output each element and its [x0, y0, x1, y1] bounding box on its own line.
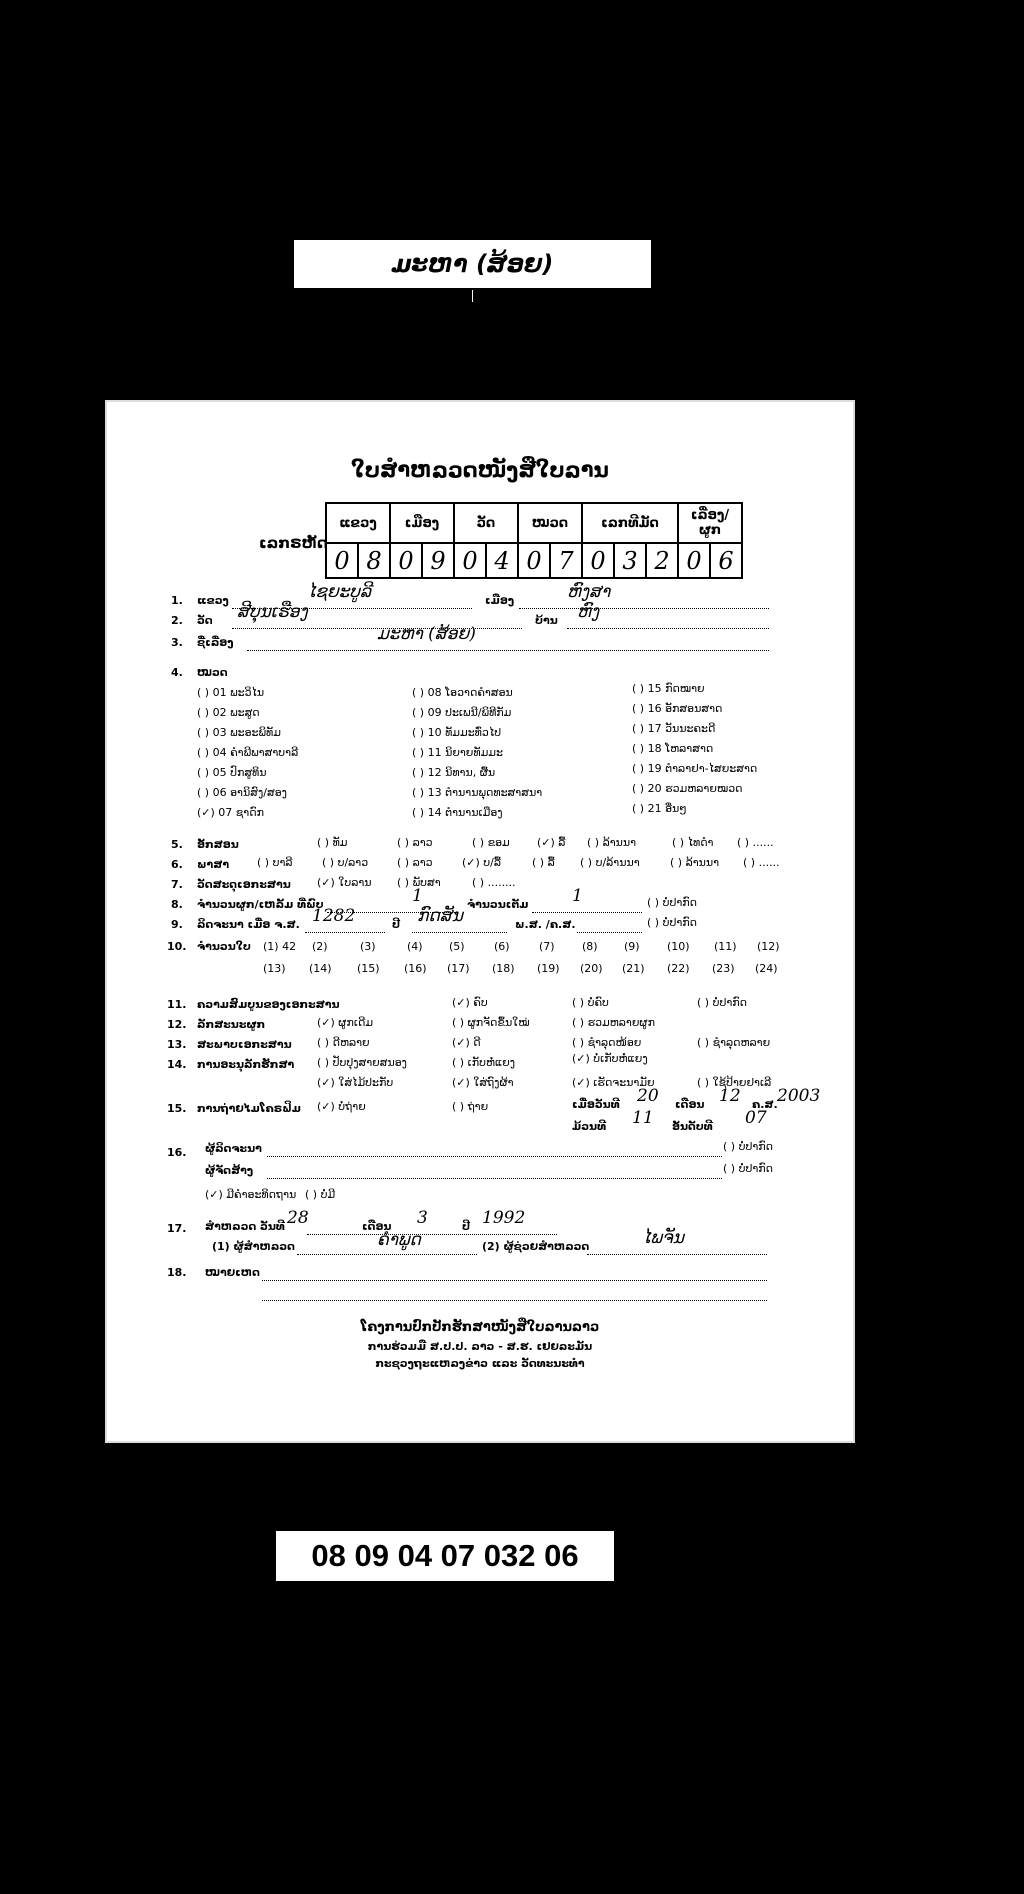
prayer-option[interactable]: ( ) ບໍ່ມີ — [305, 1188, 336, 1201]
assistant-label: (2) ຜູ້ຊ່ວຍສໍາຫລວດ — [482, 1240, 590, 1253]
condition-option[interactable]: ( ) ຊໍາລຸດຫລາຍ — [697, 1036, 771, 1049]
title-label: ຊື່ເລື່ອງ — [197, 636, 234, 649]
surveyor-label: (1) ຜູ້ສໍາຫລວດ — [212, 1240, 295, 1253]
assistant-value: ໄພຈັນ — [642, 1228, 684, 1248]
category-item[interactable]: ( ) 05 ປົກສູທິນ — [197, 766, 267, 779]
script-option[interactable]: ( ) ຂອມ — [472, 836, 510, 849]
written-unknown-option[interactable]: ( ) ບໍ່ປາກົດ — [647, 916, 697, 929]
row-number-4: 4. — [171, 666, 183, 679]
leaves-cell: (17) — [447, 962, 470, 975]
leaves-cell: (8) — [582, 940, 598, 953]
code-header-province: ແຂວງ — [326, 503, 390, 543]
language-option[interactable]: ( ) ລາວ — [397, 856, 433, 869]
category-item[interactable]: ( ) 17 ວັນນະຄະດີ — [632, 722, 716, 735]
category-item[interactable]: ( ) 10 ທັມມະທົ່ວໄປ — [412, 726, 502, 739]
leaves-cell: (13) — [263, 962, 286, 975]
leaves-cell: (19) — [537, 962, 560, 975]
completeness-option[interactable]: ( ) ບໍ່ປາກົດ — [697, 996, 747, 1009]
row-number-1: 1. — [171, 594, 183, 607]
bundle-type-option[interactable]: (✓) ຜູກເດີມ — [317, 1016, 374, 1029]
surveyor-value: ຄໍາພູດ — [377, 1230, 421, 1250]
microfilm-month-label: ເດືອນ — [675, 1098, 705, 1111]
row-number-6: 6. — [171, 858, 183, 871]
cs-value: 1282 — [312, 906, 356, 926]
code-digit: 9 — [422, 543, 454, 578]
temple-label: ວັດ — [197, 614, 213, 627]
row-number-13: 13. — [167, 1038, 187, 1051]
leaves-cell: (22) — [667, 962, 690, 975]
bundles-unknown-option[interactable]: ( ) ບໍ່ປາກົດ — [647, 896, 697, 909]
remarks-line — [262, 1280, 767, 1281]
leaves-cell: (20) — [580, 962, 603, 975]
row-number-3: 3. — [171, 636, 183, 649]
condition-option[interactable]: ( ) ດີຫລາຍ — [317, 1036, 370, 1049]
province-value: ໄຊຍະບູລີ — [307, 582, 372, 602]
roll-value: 11 — [632, 1108, 654, 1128]
bundle-type-label: ລັກສະນະຜູກ — [197, 1018, 266, 1031]
row-number-7: 7. — [171, 878, 183, 891]
bottom-code-label: 08 09 04 07 032 06 — [276, 1531, 614, 1581]
category-item[interactable]: ( ) 14 ຕໍານານເມືອງ — [412, 806, 503, 819]
language-option[interactable]: ( ) ...... — [743, 856, 780, 869]
language-option[interactable]: ( ) ລ້ານນາ — [670, 856, 720, 869]
category-label: ໝວດ — [197, 666, 228, 679]
header-label: ມະຫາ (ສ້ອຍ) — [294, 240, 651, 288]
survey-year: 1992 — [482, 1208, 526, 1228]
village-label: ບ້ານ — [535, 614, 558, 627]
code-digit: 2 — [646, 543, 678, 578]
be-label: ພ.ສ. /ຄ.ສ. — [515, 918, 576, 931]
survey-day: 28 — [287, 1208, 309, 1228]
category-item[interactable]: ( ) 03 ພະອະພິທັມ — [197, 726, 281, 739]
survey-year-label: ປີ — [462, 1220, 470, 1233]
conservation-option[interactable]: (✓) ໃສ່ຖົງຜ້າ — [452, 1076, 514, 1089]
remarks-line — [262, 1300, 767, 1301]
condition-label: ສະພາບເອກະສານ — [197, 1038, 292, 1051]
leaves-cell: (7) — [539, 940, 555, 953]
bundle-type-option[interactable]: ( ) ຮວມຫລາຍຜູກ — [572, 1016, 655, 1029]
order-label: ອັນດັບທີ — [672, 1120, 713, 1133]
survey-month-label: ເດືອນ — [362, 1220, 392, 1233]
code-header-story: ເລື່ອງ/ຜູກ — [678, 503, 742, 543]
conservation-option[interactable]: (✓) ບໍ່ເກັບຫໍ່ແຍງ — [572, 1052, 648, 1065]
leaves-cell: (18) — [492, 962, 515, 975]
category-item[interactable]: ( ) 01 ພະວິໄນ — [197, 686, 265, 699]
temple-value: ສີບຸນເຮືອງ — [237, 602, 308, 622]
category-item[interactable]: ( ) 08 ໂອວາດຄໍາສອນ — [412, 686, 513, 699]
conservation-option[interactable]: (✓) ເຮັດຈະນາມັຍ — [572, 1076, 655, 1089]
row-number-18: 18. — [167, 1266, 187, 1279]
assistant-line — [587, 1254, 767, 1255]
row-number-2: 2. — [171, 614, 183, 627]
material-option[interactable]: (✓) ໃບລານ — [317, 876, 372, 889]
year-value: ກົດສັນ — [417, 906, 463, 926]
divider-tick — [472, 290, 473, 302]
year-label: ປີ — [392, 918, 400, 931]
script-option[interactable]: ( ) ລ້ານນາ — [587, 836, 637, 849]
bundle-type-option[interactable]: ( ) ຜູກຈັດຂຶ້ນໃໝ່ — [452, 1016, 530, 1029]
completeness-option[interactable]: (✓) ຄົບ — [452, 996, 488, 1009]
category-item[interactable]: ( ) 06 ອານິສົງ/ສອງ — [197, 786, 287, 799]
year-line — [412, 932, 507, 933]
conservation-option[interactable]: ( ) ເກັບຫໍ່ແຍງ — [452, 1056, 516, 1069]
language-option[interactable]: ( ) ບາລີ — [257, 856, 293, 869]
leaves-cell: (21) — [622, 962, 645, 975]
material-option[interactable]: ( ) ........ — [472, 876, 516, 889]
footer-cooperation: ການຮ່ວມມື ສ.ປ.ປ. ລາວ - ສ.ຮ. ເຢຍລະມັນ — [367, 1340, 593, 1353]
leaves-cell: (6) — [494, 940, 510, 953]
leaves-cell: (24) — [755, 962, 778, 975]
remarks-label: ໝາຍເຫດ — [205, 1266, 260, 1279]
language-option[interactable]: ( ) ລື້ — [532, 856, 555, 869]
surveyor-line — [297, 1254, 477, 1255]
sponsor-unknown-option[interactable]: ( ) ບໍ່ປາກົດ — [723, 1162, 773, 1175]
row-number-9: 9. — [171, 918, 183, 931]
bundles-found-label: ຈໍານວນຜູກ/ເຫລັ້ມ ທີ່ພົບ — [197, 898, 324, 911]
leaves-cell: (12) — [757, 940, 780, 953]
leaves-cell: (14) — [309, 962, 332, 975]
row-number-12: 12. — [167, 1018, 187, 1031]
bundles-total-value: 1 — [572, 886, 583, 906]
script-option[interactable]: ( ) ໄທດໍາ — [672, 836, 714, 849]
prayer-option[interactable]: (✓) ມີຄໍາອະທິດຖານ — [205, 1188, 297, 1201]
survey-form — [105, 400, 855, 1443]
code-header-category: ໝວດ — [518, 503, 582, 543]
leaves-cell: (15) — [357, 962, 380, 975]
written-label: ລິດຈະນາ ເມື່ອ ຈ.ສ. — [197, 918, 300, 931]
code-digit: 0 — [582, 543, 614, 578]
code-header-temple: ວັດ — [454, 503, 518, 543]
code-digit: 0 — [518, 543, 550, 578]
microfilm-label: ການຖ່າຍໄມໂຄຣຟິມ — [197, 1102, 301, 1115]
code-digit: 4 — [486, 543, 518, 578]
be-line — [577, 932, 642, 933]
microfilm-month: 12 — [719, 1086, 741, 1106]
author-label: ຜູ້ລິດຈະນາ — [205, 1142, 262, 1155]
script-option[interactable]: ( ) ...... — [737, 836, 774, 849]
conservation-label: ການອະນຸລັກຮັກສາ — [197, 1058, 295, 1071]
row-number-14: 14. — [167, 1058, 187, 1071]
code-digit: 0 — [390, 543, 422, 578]
microfilm-year-label: ຄ.ສ. — [752, 1098, 778, 1111]
script-label: ອັກສອນ — [197, 838, 239, 851]
row-number-16: 16. — [167, 1146, 187, 1159]
completeness-option[interactable]: ( ) ບໍ່ຄົບ — [572, 996, 609, 1009]
leaves-label: ຈໍານວນໃບ — [197, 940, 251, 953]
leaves-cell: (16) — [404, 962, 427, 975]
leaves-cell: (5) — [449, 940, 465, 953]
leaves-cell: (4) — [407, 940, 423, 953]
author-line — [267, 1156, 722, 1157]
code-digit: 0 — [326, 543, 358, 578]
language-option[interactable]: (✓) ບ/ລື້ — [462, 856, 502, 869]
row-number-17: 17. — [167, 1222, 187, 1235]
code-digit: 3 — [614, 543, 646, 578]
sponsor-label: ຜູ້ຈັດສ້າງ — [205, 1164, 254, 1177]
material-option[interactable]: ( ) ພັບສາ — [397, 876, 441, 889]
code-digit: 6 — [710, 543, 742, 578]
condition-option[interactable]: (✓) ດີ — [452, 1036, 481, 1049]
condition-option[interactable]: ( ) ຊໍາລຸດໜ້ອຍ — [572, 1036, 642, 1049]
category-item[interactable]: ( ) 02 ພະສູດ — [197, 706, 260, 719]
completeness-label: ຄວາມສົມບູນຂອງເອກະສານ — [197, 998, 340, 1011]
leaves-cell: (10) — [667, 940, 690, 953]
language-option[interactable]: ( ) ບ/ລ້ານນາ — [580, 856, 640, 869]
province-label: ແຂວງ — [197, 594, 229, 607]
row-number-11: 11. — [167, 998, 187, 1011]
footer-ministry: ກະຊວງຖະແຫລງຂ່າວ ແລະ ວັດທະນະທໍາ — [375, 1357, 585, 1370]
code-header-district: ເມືອງ — [390, 503, 454, 543]
district-label: ເມືອງ — [485, 594, 515, 607]
leaves-cell: (1) 42 — [263, 940, 297, 953]
category-item[interactable]: ( ) 18 ໂຫລາສາດ — [632, 742, 714, 755]
conservation-option[interactable]: (✓) ໃສ່ໄມ້ປະກັບ — [317, 1076, 394, 1089]
category-item[interactable]: ( ) 12 ນິທານ, ຜື້ນ — [412, 766, 496, 779]
village-value: ຫົງ — [577, 602, 600, 622]
bundles-total-line — [532, 912, 642, 913]
roll-label: ມ້ວນທີ — [572, 1120, 607, 1133]
village-line — [567, 628, 769, 629]
form-title: ໃບສໍາຫລວດໜັງສືໃບລານ — [351, 458, 609, 482]
language-option[interactable]: ( ) ບ/ລາວ — [322, 856, 369, 869]
sponsor-line — [267, 1178, 722, 1179]
title-line — [247, 650, 769, 651]
row-number-8: 8. — [171, 898, 183, 911]
code-digit: 8 — [358, 543, 390, 578]
material-label: ວັດສະດຸເອກະສານ — [197, 878, 291, 891]
category-item[interactable]: ( ) 04 ຄໍາພີພາສາບາລີ — [197, 746, 299, 759]
script-option[interactable]: (✓) ລື້ — [537, 836, 566, 849]
bundles-found-value: 1 — [412, 886, 423, 906]
bundles-total-label: ຈໍານວນເຕັມ — [467, 898, 529, 911]
leaves-cell: (9) — [624, 940, 640, 953]
category-item[interactable]: ( ) 11 ນິຍາຍທັມມະ — [412, 746, 503, 759]
microfilm-option[interactable]: ( ) ຖ່າຍ — [452, 1100, 489, 1113]
row-number-5: 5. — [171, 838, 183, 851]
language-label: ພາສາ — [197, 858, 230, 871]
microfilm-date-label: ເມື່ອວັນທີ — [572, 1098, 620, 1111]
code-table — [325, 502, 743, 579]
microfilm-year: 2003 — [777, 1086, 821, 1106]
script-option[interactable]: ( ) ລາວ — [397, 836, 433, 849]
category-item[interactable]: ( ) 19 ຕໍາລາຢາ-ໄສຍະສາດ — [632, 762, 758, 775]
leaves-cell: (11) — [714, 940, 737, 953]
order-value: 07 — [745, 1108, 767, 1128]
cs-line — [305, 932, 385, 933]
script-option[interactable]: ( ) ທັມ — [317, 836, 348, 849]
leaves-cell: (2) — [312, 940, 328, 953]
category-item[interactable]: ( ) 13 ຕໍານານພຸດທະສາສນາ — [412, 786, 543, 799]
row-number-10: 10. — [167, 940, 187, 953]
code-digit: 0 — [678, 543, 710, 578]
microfilm-day: 20 — [637, 1086, 659, 1106]
survey-date-label: ສໍາຫລວດ ວັນທີ — [205, 1220, 285, 1233]
conservation-option[interactable]: ( ) ໃຊ້ປ້າຍຢາເລີ — [697, 1076, 772, 1089]
district-line — [519, 608, 769, 609]
category-item[interactable]: ( ) 09 ປະເພນີ/ພິທີກັມ — [412, 706, 512, 719]
survey-month: 3 — [417, 1208, 428, 1228]
footer-project: ໂຄງການປົກປັກຮັກສາໜັງສືໃບລານລາວ — [360, 1320, 600, 1335]
row-number-15: 15. — [167, 1102, 187, 1115]
leaves-cell: (23) — [712, 962, 735, 975]
category-item[interactable]: ( ) 15 ກົດໝາຍ — [632, 682, 705, 695]
author-unknown-option[interactable]: ( ) ບໍ່ປາກົດ — [723, 1140, 773, 1153]
conservation-option[interactable]: ( ) ປັບປຸງສາຍສນອງ — [317, 1056, 407, 1069]
category-item[interactable]: (✓) 07 ຊາດົກ — [197, 806, 264, 819]
category-item[interactable]: ( ) 20 ຮວມຫລາຍໝວດ — [632, 782, 743, 795]
code-header-bundle: ເລກທີມັດ — [582, 503, 678, 543]
survey-date-line — [307, 1234, 557, 1235]
district-value: ຫົງສາ — [567, 582, 611, 602]
microfilm-option[interactable]: (✓) ບໍ່ຖ່າຍ — [317, 1100, 366, 1113]
category-item[interactable]: ( ) 21 ອື່ນໆ — [632, 802, 687, 815]
code-digit: 0 — [454, 543, 486, 578]
code-digit: 7 — [550, 543, 582, 578]
category-item[interactable]: ( ) 16 ອັກສອນສາດ — [632, 702, 723, 715]
title-value: ມະຫາ (ສ້ອຍ) — [377, 624, 476, 644]
leaves-cell: (3) — [360, 940, 376, 953]
code-label: ເລກຣຫັດ — [259, 534, 328, 552]
